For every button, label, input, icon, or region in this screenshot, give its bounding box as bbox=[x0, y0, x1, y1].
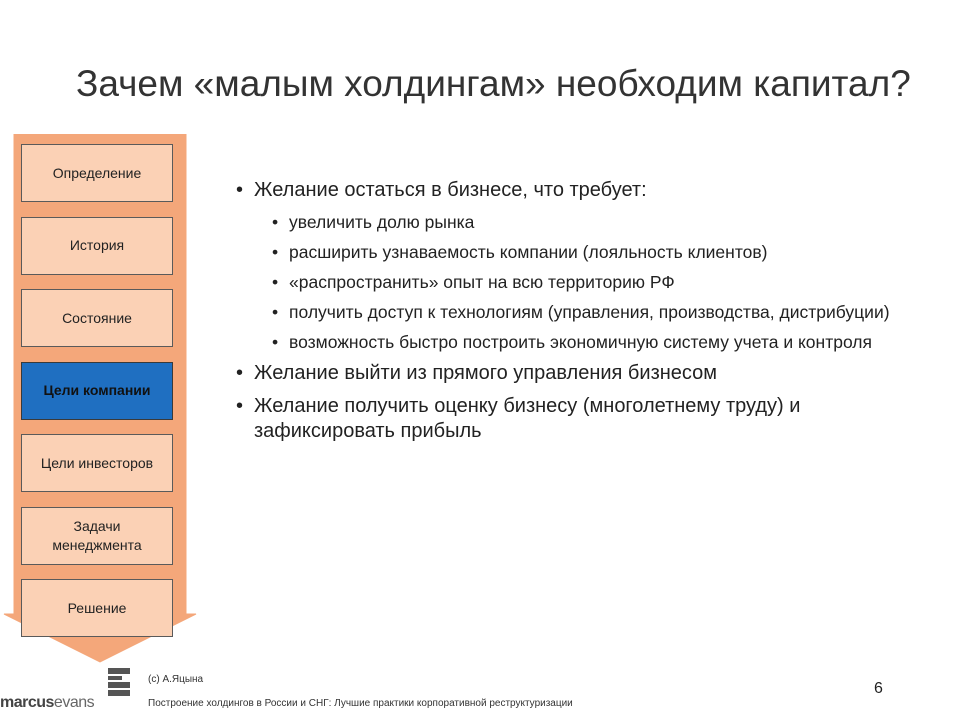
nav-item-company-goals[interactable]: Цели компании bbox=[21, 362, 173, 420]
nav-item-solution[interactable]: Решение bbox=[21, 579, 173, 637]
nav-item-management-tasks[interactable]: Задачи менеджмента bbox=[21, 507, 173, 565]
sub-bullet-item: • получить доступ к технологиям (управления, производства, дистрибуции) bbox=[234, 301, 899, 324]
footer-caption: Построение холдингов в России и СНГ: Лучшие практики корпоративной реструктуризации bbox=[148, 698, 573, 709]
sub-bullet-list bbox=[234, 211, 934, 354]
nav-item-definition[interactable]: Определение bbox=[21, 144, 173, 202]
section-navigation bbox=[21, 144, 175, 652]
nav-item-state[interactable]: Состояние bbox=[21, 289, 173, 347]
copyright-text: (c) А.Яцына bbox=[148, 674, 204, 685]
bullet-business-valuation: • Желание получить оценку бизнесу (многолетнему труду) и зафиксировать прибыль bbox=[234, 394, 934, 444]
sub-bullet-item: • возможность быстро построить экономичную систему учета и контроля bbox=[234, 331, 949, 354]
page-number: 6 bbox=[874, 680, 883, 697]
bullet-exit-management: • Желание выйти из прямого управления бизнесом bbox=[234, 361, 934, 386]
nav-item-history[interactable]: История bbox=[21, 217, 173, 275]
sub-bullet-item: • «распространить» опыт на всю территорию РФ bbox=[234, 271, 934, 294]
marcus-evans-logo-mark-icon bbox=[108, 668, 130, 696]
marcus-evans-logo: marcusevans bbox=[0, 694, 95, 711]
slide-title: Зачем «малым холдингам» необходим капитал? bbox=[76, 63, 911, 104]
slide-content bbox=[234, 178, 934, 452]
sub-bullet-item: • расширить узнаваемость компании (лояльность клиентов) bbox=[234, 241, 934, 264]
sub-bullet-item: • увеличить долю рынка bbox=[234, 211, 934, 234]
bullet-stay-in-business: • Желание остаться в бизнесе, что требует: bbox=[234, 178, 934, 203]
nav-item-investor-goals[interactable]: Цели инвесторов bbox=[21, 434, 173, 492]
